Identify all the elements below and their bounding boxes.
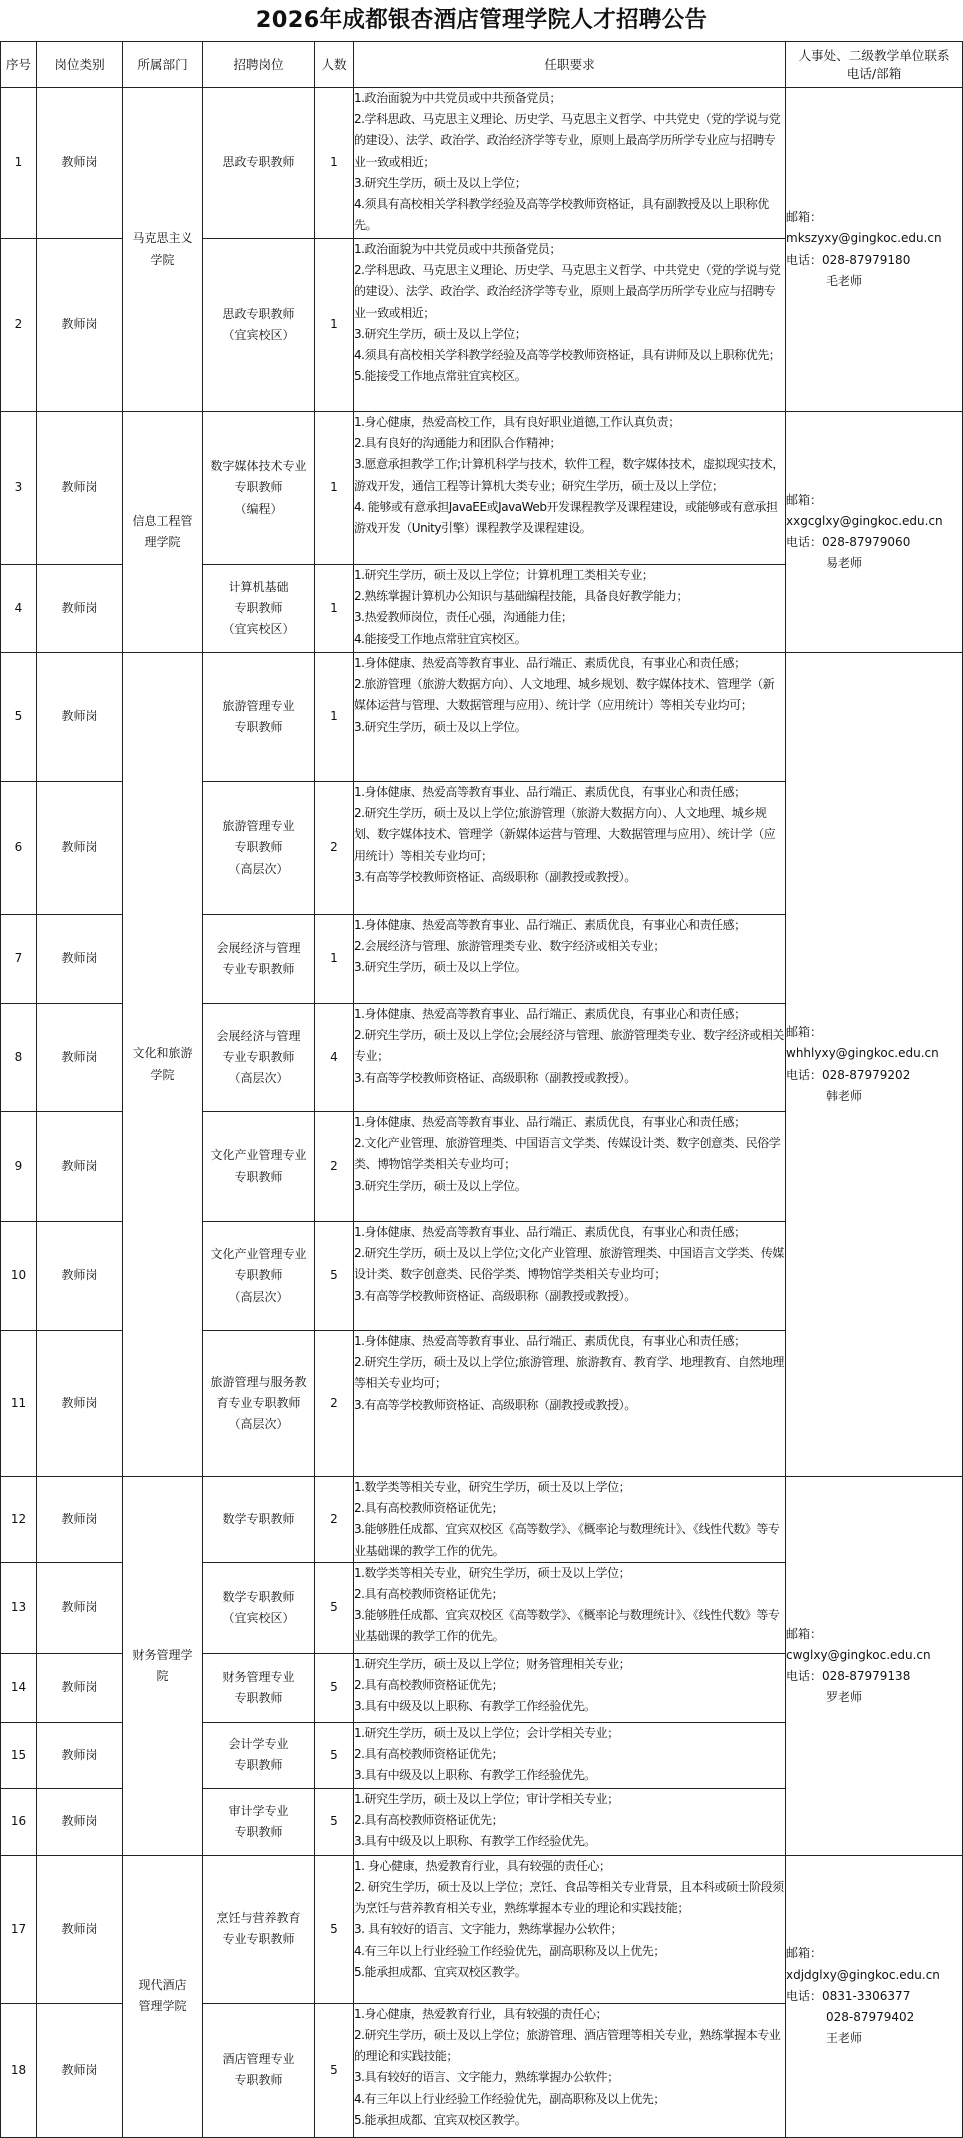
requirements-cell bbox=[354, 1477, 786, 1563]
contact-phone-label: 电话： bbox=[786, 1067, 823, 1082]
requirement-item: 3.有高等学校教师资格证、高级职称（副教授或教授）。 bbox=[354, 1288, 636, 1303]
row-job-type: 教师岗 bbox=[37, 2003, 123, 2137]
requirement-item: 3. 具有较好的语言、文字能力，熟练掌握办公软件； bbox=[354, 1922, 623, 1937]
requirement-item: 2.具有高校教师资格证优先； bbox=[354, 1501, 504, 1516]
requirement-item: 1.数学类等相关专业，研究生学历，硕士及以上学位； bbox=[354, 1480, 631, 1494]
contact-phone: 0831-3306377 bbox=[822, 1988, 911, 2003]
row-number: 8 bbox=[1, 1004, 37, 1112]
row-number: 1 bbox=[1, 88, 37, 239]
requirement-item: 3.具有中级及以上职称、有教学工作经验优先。 bbox=[354, 1768, 596, 1783]
department-cell bbox=[123, 1855, 203, 2137]
position-name-line: 数学专职教师 bbox=[222, 1511, 295, 1526]
contact-cell bbox=[786, 1477, 963, 1856]
position-name-line: 数字媒体技术专业 bbox=[210, 459, 307, 474]
requirement-item: 4.有三年以上行业经验工作经验优先，副高职称及以上优先； bbox=[354, 1943, 665, 1958]
header-contact-line1: 人事处、二级教学单位联系 bbox=[798, 47, 950, 63]
requirement-item: 2.熟练掌握计算机办公知识与基础编程技能，具备良好教学能力； bbox=[354, 589, 688, 604]
requirement-item: 2.会展经济与管理、旅游管理类专业、数字经济或相关专业； bbox=[354, 939, 665, 954]
row-job-type: 教师岗 bbox=[37, 412, 123, 565]
table-row bbox=[1, 1855, 963, 2003]
requirements-cell bbox=[354, 1722, 786, 1788]
row-job-type: 教师岗 bbox=[37, 565, 123, 653]
requirement-item: 5.能承担成都、宜宾双校区教学。 bbox=[354, 2112, 527, 2127]
headcount: 2 bbox=[315, 1112, 354, 1222]
headcount: 1 bbox=[315, 915, 354, 1004]
contact-phone-line bbox=[786, 250, 962, 271]
headcount: 5 bbox=[315, 1562, 354, 1653]
contact-cell bbox=[786, 412, 963, 653]
position-name-line: （高层次） bbox=[228, 1417, 289, 1432]
contact-person: 韩老师 bbox=[826, 1088, 863, 1103]
position-name-line: （宜宾校区） bbox=[222, 1610, 295, 1625]
contact-phone-line bbox=[786, 1666, 962, 1687]
position-name-line: 会展经济与管理 bbox=[216, 940, 301, 955]
position-name-line: 思政专职教师 bbox=[222, 306, 295, 321]
requirement-item: 3.有高等学校教师资格证、高级职称（副教授或教授）。 bbox=[354, 1070, 636, 1085]
position-cell bbox=[203, 1477, 315, 1563]
position-name-line: 会计学专业 bbox=[228, 1737, 289, 1752]
headcount: 5 bbox=[315, 1855, 354, 2003]
headcount: 2 bbox=[315, 782, 354, 915]
position-name-line: （编程） bbox=[234, 501, 283, 516]
requirement-item: 2. 研究生学历，硕士及以上学位；烹饪、食品等相关专业背景，且本科或硕士阶段须为烹饪与营养教育相关专业，熟练掌握本专业的理论和实践技能； bbox=[354, 1880, 784, 1916]
requirement-item: 1.身体健康、热爱高等教育事业、品行端正、素质优良，有事业心和责任感； bbox=[354, 1007, 746, 1021]
position-cell bbox=[203, 239, 315, 412]
position-name-line: 旅游管理与服务教 bbox=[210, 1374, 307, 1389]
row-job-type: 教师岗 bbox=[37, 1331, 123, 1477]
requirement-item: 4.须具有高校相关学科教学经验及高等学校教师资格证，具有副教授及以上职称优先。 bbox=[354, 197, 769, 233]
table-row bbox=[1, 88, 963, 239]
row-job-type: 教师岗 bbox=[37, 1112, 123, 1222]
row-number: 5 bbox=[1, 653, 37, 782]
contact-phone-label: 电话： bbox=[786, 1668, 823, 1683]
requirement-item: 4.能接受工作地点常驻宜宾校区。 bbox=[354, 631, 527, 646]
position-name-line: 文化产业管理专业 bbox=[210, 1148, 307, 1163]
department-name-line: 学院 bbox=[150, 1067, 175, 1082]
position-name-line: 专业专职教师 bbox=[222, 962, 295, 976]
requirements-cell bbox=[354, 782, 786, 915]
requirement-item: 3.研究生学历，硕士及以上学位。 bbox=[354, 719, 527, 734]
requirement-item: 4.须具有高校相关学科教学经验及高等学校教师资格证，具有讲师及以上职称优先； bbox=[354, 348, 781, 363]
row-number: 4 bbox=[1, 565, 37, 653]
contact-person: 毛老师 bbox=[826, 273, 863, 288]
position-name-line: （高层次） bbox=[228, 1289, 289, 1304]
requirement-item: 4. 能够或有意承担JavaEE或JavaWeb开发课程教学及课程建设，或能够或有意承担游戏开发（Unity引擎）课程教学及课程建设。 bbox=[354, 499, 778, 536]
department-cell bbox=[123, 1477, 203, 1856]
requirement-item: 3.能够胜任成都、宜宾双校区《高等数学》、《概率论与数理统计》、《线性代数》等专业基础课的教学工作的优先。 bbox=[354, 1608, 780, 1644]
requirement-item: 2.具有高校教师资格证优先； bbox=[354, 1678, 504, 1693]
contact-person: 王老师 bbox=[826, 2031, 863, 2046]
row-number: 6 bbox=[1, 782, 37, 915]
requirement-item: 2.学科思政、马克思主义理论、历史学、马克思主义哲学、中共党史（党的学说与党的建设）、法学、政治学、政治经济学等专业，原则上最高学历所学专业应与招聘专业一致或相近； bbox=[354, 112, 781, 169]
position-cell bbox=[203, 1004, 315, 1112]
department-name-line: 现代酒店 bbox=[138, 1978, 187, 1993]
table-row bbox=[1, 412, 963, 565]
contact-phone: 028-87979138 bbox=[822, 1668, 911, 1683]
position-name-line: 旅游管理专业 bbox=[222, 819, 295, 834]
row-number: 13 bbox=[1, 1562, 37, 1653]
position-cell bbox=[203, 1562, 315, 1653]
department-cell bbox=[123, 88, 203, 412]
position-cell bbox=[203, 1112, 315, 1222]
requirements-cell bbox=[354, 1788, 786, 1855]
row-number: 10 bbox=[1, 1222, 37, 1331]
contact-phone-line bbox=[786, 1065, 962, 1086]
headcount: 5 bbox=[315, 1722, 354, 1788]
requirement-item: 1.研究生学历，硕士及以上学位；会计学相关专业； bbox=[354, 1725, 619, 1740]
row-number: 11 bbox=[1, 1331, 37, 1477]
department-name-line: 信息工程管 bbox=[132, 513, 193, 528]
department-name-line: 理学院 bbox=[144, 535, 181, 549]
position-name-line: 专职教师 bbox=[234, 1268, 283, 1283]
position-name-line: 专职教师 bbox=[234, 2073, 283, 2088]
headcount: 5 bbox=[315, 1222, 354, 1331]
headcount: 1 bbox=[315, 653, 354, 782]
requirements-cell bbox=[354, 1653, 786, 1722]
contact-phone: 028-87979202 bbox=[822, 1067, 911, 1082]
row-number: 14 bbox=[1, 1653, 37, 1722]
position-cell bbox=[203, 1855, 315, 2003]
requirement-item: 1.身体健康、热爱高等教育事业、品行端正、素质优良，有事业心和责任感； bbox=[354, 785, 746, 799]
position-name-line: （高层次） bbox=[228, 1071, 289, 1086]
contact-person: 罗老师 bbox=[826, 1690, 863, 1705]
position-name-line: 专职教师 bbox=[234, 840, 283, 855]
contact-cell bbox=[786, 653, 963, 1477]
headcount: 5 bbox=[315, 1653, 354, 1722]
department-name-line: 马克思主义 bbox=[132, 231, 193, 246]
contact-email-label: 邮箱： bbox=[786, 1025, 823, 1040]
position-name-line: 育专业专职教师 bbox=[216, 1395, 301, 1410]
position-name-line: （宜宾校区） bbox=[222, 328, 295, 342]
contact-phone: 028-87979402 bbox=[826, 2009, 915, 2024]
headcount: 5 bbox=[315, 2003, 354, 2137]
position-name-line: 会展经济与管理 bbox=[216, 1028, 301, 1043]
requirement-item: 3.具有较好的语言、文字能力，熟练掌握办公软件； bbox=[354, 2070, 619, 2085]
requirement-item: 1.政治面貌为中共党员或中共预备党员； bbox=[354, 91, 561, 105]
table-body bbox=[1, 88, 963, 2138]
requirement-item: 3.热爱教师岗位，责任心强，沟通能力佳； bbox=[354, 610, 573, 625]
department-cell bbox=[123, 653, 203, 1477]
contact-email-label: 邮箱： bbox=[786, 210, 823, 225]
requirement-item: 3.研究生学历，硕士及以上学位。 bbox=[354, 960, 527, 975]
contact-email: xdjdglxy@gingkoc.edu.cn bbox=[786, 1967, 940, 1982]
row-job-type: 教师岗 bbox=[37, 653, 123, 782]
requirement-item: 1.身心健康，热爱教育行业，具有较强的责任心； bbox=[354, 2006, 608, 2021]
requirement-item: 2.研究生学历，硕士及以上学位;文化产业管理、旅游管理类、中国语言文学类、传媒设计类、数字创意类、民俗学类、博物馆学类相关专业均可； bbox=[354, 1246, 784, 1282]
requirement-item: 2.研究生学历，硕士及以上学位;旅游管理、旅游教育、教育学、地理教育、自然地理等相关专业均可； bbox=[354, 1355, 784, 1391]
contact-email-label: 邮箱： bbox=[786, 1626, 823, 1641]
contact-email-label: 邮箱： bbox=[786, 492, 823, 507]
table-row bbox=[1, 653, 963, 782]
row-job-type: 教师岗 bbox=[37, 1653, 123, 1722]
requirement-item: 3.愿意承担教学工作;计算机科学与技术，软件工程，数字媒体技术，虚拟现实技术，游戏开发，通信工程等计算机大类专业；研究生学历，硕士及以上学位； bbox=[354, 457, 784, 493]
requirements-cell bbox=[354, 1331, 786, 1477]
requirement-item: 1.身心健康，热爱高校工作，具有良好职业道德,工作认真负责； bbox=[354, 415, 680, 429]
requirement-item: 2.学科思政、马克思主义理论、历史学、马克思主义哲学、中共党史（党的学说与党的建设）、法学、政治学、政治经济学等专业，原则上最高学历所学专业应与招聘专业一致或相近； bbox=[354, 263, 781, 320]
position-name-line: 财务管理专业 bbox=[222, 1669, 295, 1684]
row-job-type: 教师岗 bbox=[37, 1788, 123, 1855]
header-requirements: 任职要求 bbox=[354, 42, 786, 88]
requirements-cell bbox=[354, 1222, 786, 1331]
requirements-cell bbox=[354, 1004, 786, 1112]
contact-person: 易老师 bbox=[826, 556, 863, 571]
position-cell bbox=[203, 412, 315, 565]
position-name-line: 烹饪与营养教育 bbox=[216, 1911, 301, 1926]
contact-email: xxgcglxy@gingkoc.edu.cn bbox=[786, 513, 943, 528]
row-job-type: 教师岗 bbox=[37, 1222, 123, 1331]
requirements-cell bbox=[354, 412, 786, 565]
contact-phone-label: 电话： bbox=[786, 535, 823, 549]
page-title: 2026年成都银杏酒店管理学院人才招聘公告 bbox=[255, 7, 708, 33]
requirement-item: 1.数学类等相关专业，研究生学历，硕士及以上学位； bbox=[354, 1565, 631, 1580]
requirements-cell bbox=[354, 653, 786, 782]
row-number: 15 bbox=[1, 1722, 37, 1788]
requirements-cell bbox=[354, 1562, 786, 1653]
requirement-item: 1.身体健康、热爱高等教育事业、品行端正、素质优良，有事业心和责任感； bbox=[354, 1115, 746, 1129]
contact-email: mkszyxy@gingkoc.edu.cn bbox=[786, 231, 942, 246]
headcount: 2 bbox=[315, 1477, 354, 1563]
contact-phone-label: 电话： bbox=[786, 1988, 823, 2003]
row-job-type: 教师岗 bbox=[37, 239, 123, 412]
contact-email: cwglxy@gingkoc.edu.cn bbox=[786, 1647, 931, 1662]
requirement-item: 2.具有良好的沟通能力和团队合作精神； bbox=[354, 436, 561, 451]
requirement-item: 1.研究生学历，硕士及以上学位；财务管理相关专业； bbox=[354, 1656, 631, 1671]
recruitment-table bbox=[0, 41, 963, 2138]
header-contact-line2: 电话/部箱 bbox=[846, 65, 902, 81]
requirement-item: 1.身体健康、热爱高等教育事业、品行端正、素质优良，有事业心和责任感； bbox=[354, 918, 746, 932]
row-job-type: 教师岗 bbox=[37, 1562, 123, 1653]
position-cell bbox=[203, 1653, 315, 1722]
contact-phone-label: 电话： bbox=[786, 252, 823, 267]
headcount: 5 bbox=[315, 1788, 354, 1855]
position-name-line: 思政专职教师 bbox=[222, 155, 295, 170]
requirement-item: 1.身体健康、热爱高等教育事业、品行端正、素质优良，有事业心和责任感； bbox=[354, 1225, 746, 1239]
contact-email-label: 邮箱： bbox=[786, 1946, 823, 1961]
position-name-line: （高层次） bbox=[228, 861, 289, 876]
row-number: 18 bbox=[1, 2003, 37, 2137]
position-name-line: 旅游管理专业 bbox=[222, 698, 295, 713]
requirements-cell bbox=[354, 915, 786, 1004]
position-name-line: 专职教师 bbox=[234, 1169, 283, 1184]
position-name-line: 专职教师 bbox=[234, 480, 283, 495]
requirement-item: 2.旅游管理（旅游大数据方向）、人文地理、城乡规划、数字媒体技术、管理学（新媒体运营与管理、大数据管理与应用）、统计学（应用统计）等相关专业均可； bbox=[354, 677, 775, 713]
row-job-type: 教师岗 bbox=[37, 915, 123, 1004]
requirement-item: 1.政治面貌为中共党员或中共预备党员； bbox=[354, 242, 561, 256]
row-job-type: 教师岗 bbox=[37, 782, 123, 915]
position-name-line: 专业专职教师 bbox=[222, 1932, 295, 1947]
header-dept: 所属部门 bbox=[123, 42, 203, 88]
headcount: 1 bbox=[315, 412, 354, 565]
department-name-line: 文化和旅游 bbox=[132, 1046, 193, 1061]
table-row bbox=[1, 1477, 963, 1563]
requirement-item: 2.研究生学历，硕士及以上学位;旅游管理（旅游大数据方向）、人文地理、城乡规划、数字媒体技术、管理学（新媒体运营与管理、大数据管理与应用）、统计学（应用统计）等相关专业均可； bbox=[354, 806, 776, 863]
requirement-item: 3.能够胜任成都、宜宾双校区《高等数学》、《概率论与数理统计》、《线性代数》等专业基础课的教学工作的优先。 bbox=[354, 1522, 780, 1558]
position-name-line: 文化产业管理专业 bbox=[210, 1247, 307, 1262]
position-name-line: 专职教师 bbox=[234, 1824, 283, 1839]
position-name-line: 数学专职教师 bbox=[222, 1589, 295, 1604]
requirement-item: 3.有高等学校教师资格证、高级职称（副教授或教授）。 bbox=[354, 1397, 636, 1412]
requirement-item: 2.具有高校教师资格证优先； bbox=[354, 1747, 504, 1762]
requirement-item: 2.研究生学历，硕士及以上学位;会展经济与管理、旅游管理类专业、数字经济或相关专业； bbox=[354, 1028, 784, 1064]
requirement-item: 4.有三年以上行业经验工作经验优先，副高职称及以上优先； bbox=[354, 2091, 665, 2106]
headcount: 4 bbox=[315, 1004, 354, 1112]
table-header-row bbox=[1, 42, 963, 88]
header-position: 招聘岗位 bbox=[203, 42, 315, 88]
requirement-item: 3.研究生学历，硕士及以上学位； bbox=[354, 326, 527, 341]
header-no: 序号 bbox=[1, 42, 37, 88]
position-name-line: 专业专职教师 bbox=[222, 1049, 295, 1064]
requirement-item: 2.具有高校教师资格证优先； bbox=[354, 1813, 504, 1828]
requirement-item: 5.能接受工作地点常驻宜宾校区。 bbox=[354, 369, 527, 384]
contact-email: whhlyxy@gingkoc.edu.cn bbox=[786, 1046, 939, 1061]
requirement-item: 2.研究生学历，硕士及以上学位；旅游管理、酒店管理等相关专业，熟练掌握本专业的理论和实践技能； bbox=[354, 2028, 781, 2064]
department-name-line: 管理学院 bbox=[138, 1999, 187, 2014]
requirements-cell bbox=[354, 2003, 786, 2137]
position-name-line: 专职教师 bbox=[234, 600, 283, 615]
position-name-line: 专职教师 bbox=[234, 1690, 283, 1705]
requirements-cell bbox=[354, 1855, 786, 2003]
requirement-item: 3.具有中级及以上职称、有教学工作经验优先。 bbox=[354, 1699, 596, 1714]
row-job-type: 教师岗 bbox=[37, 1722, 123, 1788]
position-name-line: 专职教师 bbox=[234, 720, 283, 734]
headcount: 1 bbox=[315, 88, 354, 239]
position-cell bbox=[203, 653, 315, 782]
requirement-item: 1. 身心健康，热爱教育行业，具有较强的责任心； bbox=[354, 1858, 611, 1873]
row-number: 7 bbox=[1, 915, 37, 1004]
contact-phone-line bbox=[786, 1986, 962, 2007]
position-name-line: 专职教师 bbox=[234, 1758, 283, 1773]
position-cell bbox=[203, 915, 315, 1004]
requirements-cell bbox=[354, 239, 786, 412]
department-name-line: 院 bbox=[156, 1668, 169, 1683]
department-cell bbox=[123, 412, 203, 653]
position-cell bbox=[203, 1788, 315, 1855]
row-number: 2 bbox=[1, 239, 37, 412]
requirement-item: 2.具有高校教师资格证优先； bbox=[354, 1587, 504, 1602]
position-name-line: 酒店管理专业 bbox=[222, 2052, 295, 2067]
row-number: 3 bbox=[1, 412, 37, 565]
position-name-line: 审计学专业 bbox=[228, 1803, 289, 1818]
contact-cell bbox=[786, 88, 963, 412]
row-job-type: 教师岗 bbox=[37, 1855, 123, 2003]
requirements-cell bbox=[354, 565, 786, 653]
header-contact bbox=[786, 42, 963, 88]
department-name-line: 学院 bbox=[150, 252, 175, 267]
requirement-item: 1.研究生学历，硕士及以上学位；计算机理工类相关专业； bbox=[354, 568, 654, 582]
department-name-line: 财务管理学 bbox=[132, 1647, 193, 1662]
row-job-type: 教师岗 bbox=[37, 1004, 123, 1112]
requirement-item: 2.文化产业管理、旅游管理类、中国语言文学类、传媒设计类、数字创意类、民俗学类、博物馆学类相关专业均可； bbox=[354, 1136, 781, 1172]
position-cell bbox=[203, 1722, 315, 1788]
headcount: 1 bbox=[315, 239, 354, 412]
contact-phone: 028-87979180 bbox=[822, 252, 911, 267]
position-cell bbox=[203, 1222, 315, 1331]
requirement-item: 3.研究生学历，硕士及以上学位。 bbox=[354, 1178, 527, 1193]
row-job-type: 教师岗 bbox=[37, 1477, 123, 1563]
row-job-type: 教师岗 bbox=[37, 88, 123, 239]
requirements-cell bbox=[354, 88, 786, 239]
position-cell bbox=[203, 2003, 315, 2137]
position-cell bbox=[203, 782, 315, 915]
requirement-item: 1.身体健康、热爱高等教育事业、品行端正、素质优良，有事业心和责任感； bbox=[354, 1334, 746, 1348]
row-number: 9 bbox=[1, 1112, 37, 1222]
contact-phone: 028-87979060 bbox=[822, 535, 911, 549]
contact-phone-line bbox=[786, 532, 962, 553]
requirement-item: 1.研究生学历，硕士及以上学位；审计学相关专业； bbox=[354, 1791, 619, 1806]
requirement-item: 3.研究生学历，硕士及以上学位； bbox=[354, 175, 527, 190]
position-cell bbox=[203, 88, 315, 239]
header-type: 岗位类别 bbox=[37, 42, 123, 88]
requirement-item: 3.有高等学校教师资格证、高级职称（副教授或教授）。 bbox=[354, 869, 636, 884]
headcount: 1 bbox=[315, 565, 354, 653]
requirement-item: 1.身体健康、热爱高等教育事业、品行端正、素质优良，有事业心和责任感； bbox=[354, 656, 746, 670]
position-cell bbox=[203, 565, 315, 653]
contact-cell bbox=[786, 1855, 963, 2137]
requirements-cell bbox=[354, 1112, 786, 1222]
requirement-item: 5.能承担成都、宜宾双校区教学。 bbox=[354, 1964, 527, 1979]
header-count: 人数 bbox=[315, 42, 354, 88]
position-name-line: 计算机基础 bbox=[228, 579, 289, 594]
row-number: 16 bbox=[1, 1788, 37, 1855]
row-number: 12 bbox=[1, 1477, 37, 1563]
position-name-line: （宜宾校区） bbox=[222, 622, 295, 637]
row-number: 17 bbox=[1, 1855, 37, 2003]
position-cell bbox=[203, 1331, 315, 1477]
headcount: 2 bbox=[315, 1331, 354, 1477]
requirement-item: 3.具有中级及以上职称、有教学工作经验优先。 bbox=[354, 1834, 596, 1849]
